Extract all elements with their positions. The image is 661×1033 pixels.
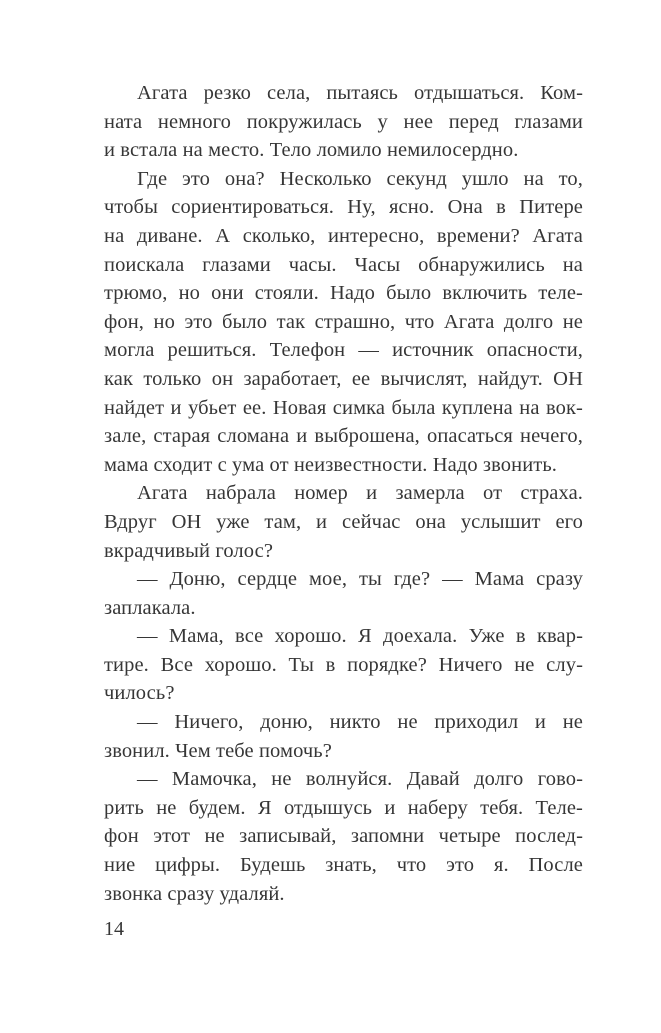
text-line: Где это она? Несколько секунд ушло на то, [137,167,583,190]
text-line: найдет и убьет ее. Новая симка была куплена на вок- [104,396,583,419]
text-line: чилось? [104,682,175,705]
paragraph [104,79,583,165]
text-line: — Ничего, доню, никто не приходил и не [137,711,583,734]
text-line: фон этот не записывай, запомни четыре послед- [104,825,583,848]
text-line: — Доню, сердце мое, ты где? — Мама сразу [137,568,583,591]
text-line: ние цифры. Будешь знать, что это я. После [104,854,583,877]
text-line: как только он заработает, ее вычислят, найдут. ОН [104,367,583,390]
text-line: и встала на место. Тело ломило немилосердно. [104,139,519,162]
text-line: чтобы сориентироваться. Ну, ясно. Она в Питере [104,196,583,219]
text-line: звонка сразу удаляй. [104,882,285,905]
paragraph [104,765,583,908]
text-line: ната немного покружилась у нее перед глазами [104,110,583,133]
text-line: фон, но это было так страшно, что Агата долго не [104,310,583,333]
text-line: — Мама, все хорошо. Я доехала. Уже в квар- [137,625,583,648]
text-line: поискала глазами часы. Часы обнаружились на [104,253,583,276]
text-line: на диване. А сколько, интересно, времени? Агата [104,224,583,247]
text-line: вкрадчивый голос? [104,539,274,562]
text-line: трюмо, но они стояли. Надо было включить теле- [104,282,583,305]
page-text [104,79,583,908]
paragraph [104,479,583,565]
text-line: Агата резко села, пытаясь отдышаться. Ком- [137,82,583,104]
paragraph [104,622,583,708]
paragraph [104,165,583,480]
text-line: зале, старая сломана и выброшена, опасаться нечего, [104,425,583,448]
text-line: заплакала. [104,596,196,619]
text-line: — Мамочка, не волнуйся. Давай долго гово- [137,768,583,791]
page-number: 14 [104,918,124,940]
paragraph [104,708,583,765]
text-line: тире. Все хорошо. Ты в порядке? Ничего не слу- [104,653,583,676]
paragraph [104,565,583,622]
text-line: рить не будем. Я отдышусь и наберу тебя. Теле- [104,796,583,819]
text-line: звонил. Чем тебе помочь? [104,739,332,762]
text-line: Вдруг ОН уже там, и сейчас она услышит его [104,510,583,533]
text-line: могла решиться. Телефон — источник опасности, [104,339,583,362]
text-line: мама сходит с ума от неизвестности. Надо звонить. [104,453,557,476]
text-line: Агата набрала номер и замерла от страха. [137,482,583,505]
